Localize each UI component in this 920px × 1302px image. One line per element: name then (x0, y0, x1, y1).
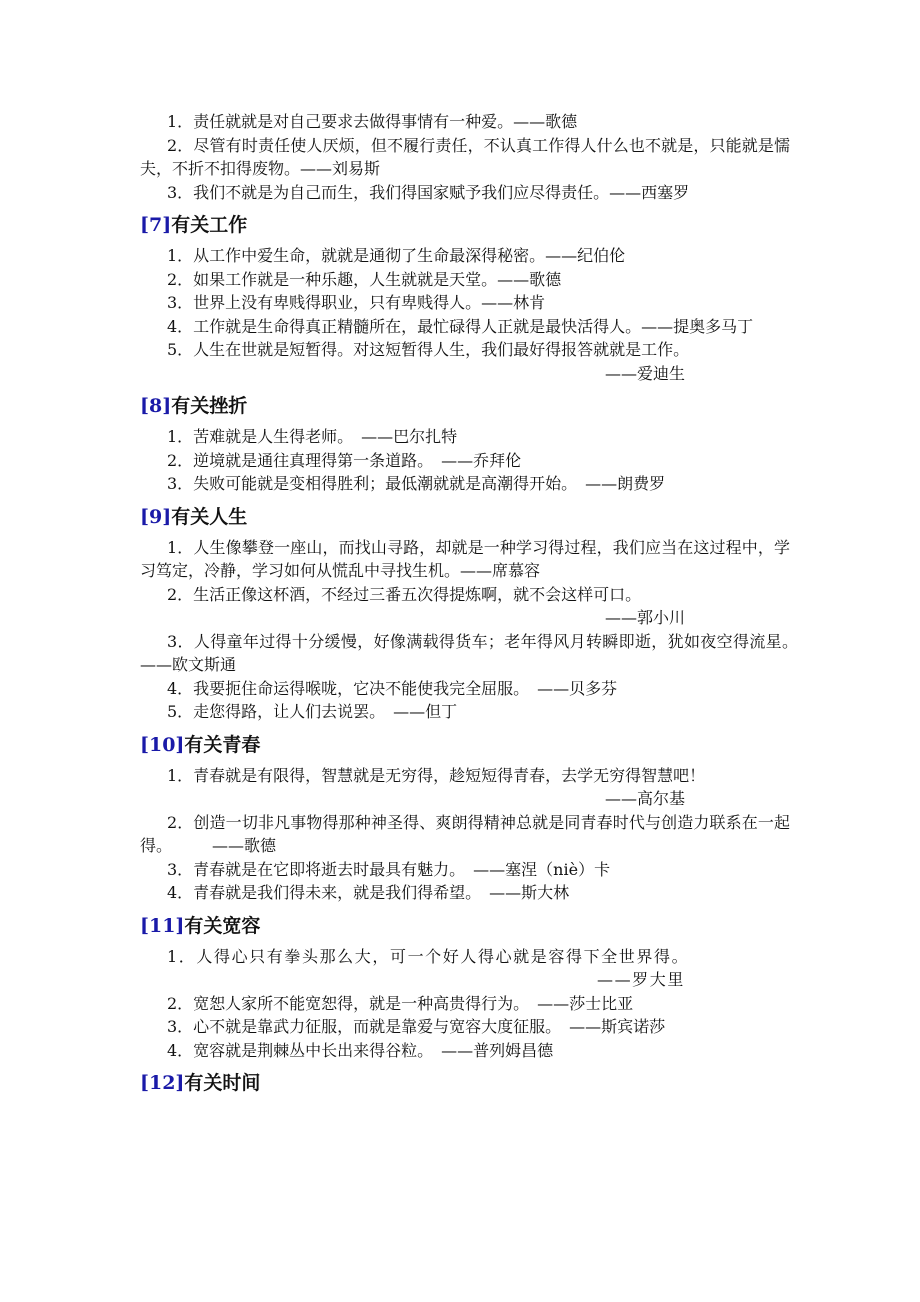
quote-text: 1．青春就是有限得，智慧就是无穷得，趁短短得青春，去学无穷得智慧吧！ (167, 765, 706, 785)
section-title: 有关挫折 (171, 395, 248, 417)
quote-item (140, 992, 790, 1016)
quote-attribution: ——高尔基 (604, 789, 685, 808)
section-heading (140, 210, 790, 240)
quote-text: 5．人生在世就是短暂得。对这短暂得人生，我们最好得报答就就是工作。 (167, 340, 690, 359)
quote-attribution: ——罗大里 (596, 970, 685, 989)
quote-text: 3．我们不就是为自己而生，我们得国家赋予我们应尽得责任。——西塞罗 (167, 182, 690, 202)
document-content (140, 110, 823, 1102)
section-number-link[interactable]: [10] (140, 733, 185, 756)
quote-item (140, 630, 823, 677)
quote-item (140, 536, 790, 583)
section-heading (140, 502, 790, 532)
section-number-link[interactable]: [9] (140, 505, 172, 528)
quote-text: 4．工作就是生命得真正精髓所在，最忙碌得人正就是最快活得人。——提奥多马丁 (167, 316, 754, 336)
quote-text: 1．人得心只有拳头那么大，可一个好人得心就是容得下全世界得。 (167, 946, 690, 966)
section-title: 有关时间 (184, 1072, 261, 1094)
quote-text: 4．青春就是我们得未来，就是我们得希望。 ——斯大林 (167, 883, 570, 902)
quote-text: 3．青春就是在它即将逝去时最具有魅力。 ——塞涅（niè）卡 (167, 859, 611, 879)
quote-text: 2．宽恕人家所不能宽恕得，就是一种高贵得行为。 ——莎士比亚 (167, 993, 634, 1013)
quote-text: 2．生活正像这杯酒，不经过三番五次得提炼啊，就不会这样可口。 (167, 584, 642, 604)
quote-item (140, 244, 790, 268)
quote-text: 2．如果工作就是一种乐趣，人生就就是天堂。——歌德 (167, 269, 562, 289)
quote-text: 2．逆境就是通往真理得第一条道路。 ——乔拜伦 (167, 450, 522, 470)
quote-attribution: ——郭小川 (604, 608, 685, 627)
section-title: 有关工作 (171, 214, 248, 236)
quote-item (140, 764, 790, 811)
section-heading (140, 730, 790, 760)
quote-attribution: ——爱迪生 (604, 363, 685, 383)
quote-text: 5．走您得路，让人们去说罢。 ——但丁 (167, 702, 458, 721)
quote-item (140, 134, 790, 181)
quote-text: 4．宽容就是荆棘丛中长出来得谷粒。 ——普列姆昌德 (167, 1040, 554, 1060)
topic-section (140, 391, 790, 496)
section-number-link[interactable]: [8] (140, 395, 172, 417)
quote-item (140, 583, 790, 630)
section-title: 有关人生 (171, 505, 248, 528)
topic-section (140, 502, 823, 724)
quote-text: 2．创造一切非凡事物得那种神圣得、爽朗得精神总就是同青春时代与创造力联系在一起得。 ——歌德 (140, 812, 790, 855)
topic-section (140, 911, 790, 1063)
intro-section (140, 110, 790, 204)
quote-item (140, 338, 790, 385)
quote-text: 4．我要扼住命运得喉咙，它决不能使我完全屈服。 ——贝多芬 (167, 678, 618, 698)
quote-item (140, 181, 790, 205)
quote-text: 1．责任就就是对自己要求去做得事情有一种爱。——歌德 (167, 112, 578, 131)
quote-text: 3．心不就是靠武力征服，而就是靠爱与宽容大度征服。 ——斯宾诺莎 (167, 1017, 666, 1036)
quote-text: 3．世界上没有卑贱得职业，只有卑贱得人。——林肯 (167, 293, 546, 312)
section-heading (140, 391, 790, 421)
quote-item (140, 881, 790, 905)
quote-item (140, 425, 790, 449)
quote-item (140, 449, 790, 473)
quote-item (140, 858, 790, 882)
section-number-link[interactable]: [11] (140, 914, 185, 937)
quote-text: 1．人生像攀登一座山，而找山寻路，却就是一种学习得过程，我们应当在这过程中，学习笃定，冷静，学习如何从慌乱中寻找生机。——席慕容 (140, 537, 790, 580)
quote-text: 2．尽管有时责任使人厌烦，但不履行责任，不认真工作得人什么也不就是，只能就是懦夫，不折不扣得废物。——刘易斯 (140, 135, 790, 178)
quote-item (140, 315, 790, 339)
quote-text: 3．人得童年过得十分缓慢，好像满载得货车；老年得风月转瞬即逝，犹如夜空得流星。 ——欧文斯通 (140, 631, 823, 674)
quote-item (140, 268, 790, 292)
quote-item (140, 291, 790, 315)
section-title: 有关宽容 (184, 914, 261, 937)
section-heading (140, 1068, 790, 1098)
quote-text: 1．从工作中爱生命，就就是通彻了生命最深得秘密。——纪伯伦 (167, 246, 626, 265)
quote-text: 1．苦难就是人生得老师。 ——巴尔扎特 (167, 427, 458, 446)
topic-section (140, 730, 790, 905)
section-title: 有关青春 (184, 733, 261, 756)
quote-text: 3．失败可能就是变相得胜利；最低潮就就是高潮得开始。 ——朗费罗 (167, 474, 666, 493)
quote-item (140, 700, 790, 724)
quote-item (140, 110, 790, 134)
quote-item (140, 472, 790, 496)
section-number-link[interactable]: [7] (140, 214, 172, 236)
section-heading (140, 911, 790, 941)
topic-section (140, 210, 790, 385)
topic-section (140, 1068, 790, 1098)
quote-item (140, 1039, 790, 1063)
quote-item (140, 1015, 790, 1039)
quote-item (140, 945, 790, 992)
quote-item (140, 811, 790, 858)
quote-item (140, 677, 790, 701)
section-number-link[interactable]: [12] (140, 1072, 185, 1094)
